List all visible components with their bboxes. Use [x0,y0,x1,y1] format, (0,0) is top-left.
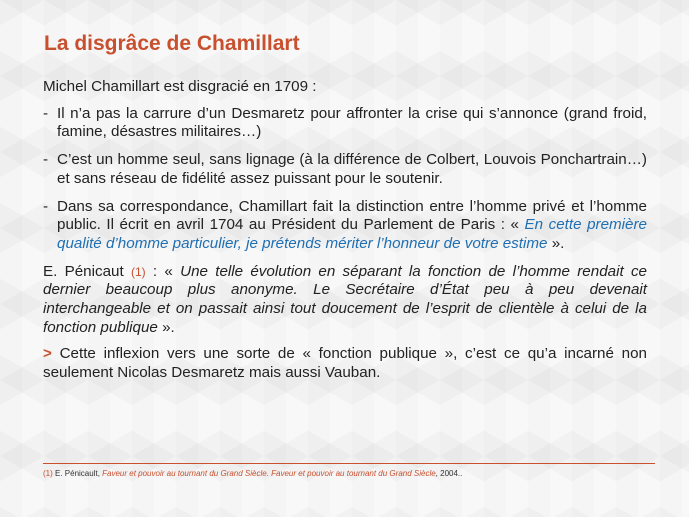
chamillart-quote: En cette première qualité d’homme particulier, je prétends mériter l’honneur de votre estime [57,216,647,252]
bullet-item [43,105,647,142]
bullet-text: C’est un homme seul, sans lignage (à la différence de Colbert, Louvois Ponchartrain…) et sans réseau de fidélité assez puissant pour le soutenir. [57,151,647,187]
footer-divider [43,463,655,464]
conclusion-paragraph [43,345,647,382]
footnote-title: Faveur et pouvoir au tournant du Grand Siècle. Faveur et pouvoir au tournant du Grand Siècle [102,469,436,478]
slide-content [43,78,647,383]
slide-title: La disgrâce de Chamillart [44,32,300,55]
penicaut-author: E. Pénicaut [43,262,131,280]
bullet-text-after: ». [547,234,565,252]
conclusion-text: Cette inflexion vers une sorte de « fonction publique », c’est ce qu’a incarné non seulement Nicolas Desmaretz mais aussi Vauban. [43,345,647,382]
penicaut-paragraph [43,263,647,338]
bullet-item [43,198,647,254]
bullet-dash: - [43,197,49,215]
footnote [43,469,462,478]
footnote-number: (1) [43,469,53,478]
bullet-dash: - [43,151,49,169]
penicaut-open: : « [145,262,181,280]
bullet-text-before: Dans sa correspondance, Chamillart fait la distinction entre l’homme privé et l’homme public. Il écrit en avril 1704 au Président du Parlement de Paris : « [57,197,647,234]
footnote-tail: , 2004.. [435,469,463,478]
penicaut-quote: Une telle évolution en séparant la fonction de l’homme rendait ce dernier beaucoup plus anonyme. Le Secrétaire d’État peu à peu devenait interchangeable et on passait ainsi tout doucement de l’esprit de clientèle à celui de la fonction publique [43,262,647,336]
footnote-author: E. Pénicault, [52,469,103,478]
footnote-reference: (1) [130,264,146,279]
bullet-dash: - [43,104,49,122]
bullet-text: Il n’a pas la carrure d’un Desmaretz pour affronter la crise qui s’annonce (grand froid, famine, désastres militaires…) [57,104,647,141]
penicaut-close: ». [157,318,175,336]
arrow-icon: > [43,345,52,363]
bullet-item [43,151,647,188]
intro-text: Michel Chamillart est disgracié en 1709 : [43,78,317,95]
bullet-text [57,198,647,254]
